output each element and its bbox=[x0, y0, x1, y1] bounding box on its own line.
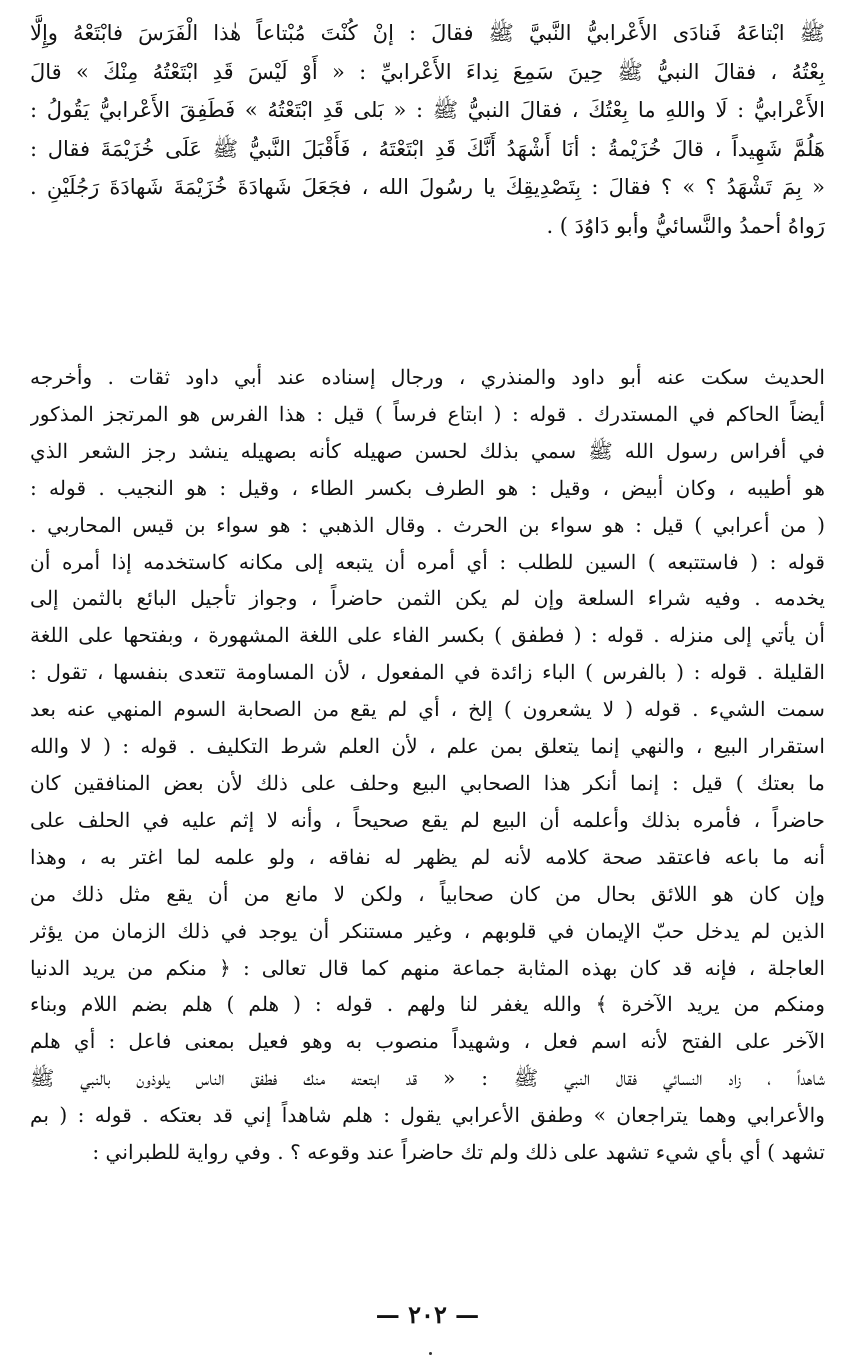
commentary-line: ( من أعرابي ) قيل : هو سواء بن الحرث . وقال الذهبي : هو سواء بن قيس المحاربي . bbox=[30, 512, 825, 537]
hadith-text bbox=[30, 14, 825, 246]
commentary-line: الذين لم يدخل حبّ الإيمان في قلوبهم ، وغير مستنكر أن يوجد في ذلك الزمان من يؤثر bbox=[30, 918, 825, 943]
commentary-line: ما بعتك ) قيل : إنما أنكر هذا الصحابي البيع وحلف على ذلك لأن بعض المنافقين كان bbox=[30, 770, 825, 795]
commentary-line: أن يأتي إلى منزله . قوله : ( فطفق ) بكسر الفاء على اللغة المشهورة ، وبفتحها على اللغة bbox=[30, 623, 825, 648]
commentary-line: شاهداً ، زاد النسائي فقال النبي ﷺ : « قد ابتعته منك فطفق الناس يلوذون بالنبي ﷺ bbox=[30, 1066, 825, 1091]
commentary-line: استقرار البيع ، والنهي إنما يتعلق بمن علم ، لأن العلم شرط التكليف . قوله : ( لا والله bbox=[30, 734, 825, 759]
commentary-line: الحديث سكت عنه أبو داود والمنذري ، ورجال إسناده عند أبي داود ثقات . وأخرجه bbox=[30, 365, 825, 389]
hadith-line: « بِمَ تَشْهَدُ ؟ » ؟ فقالَ : بِتَصْدِيقِكَ يا رسُولَ الله ، فجَعَلَ شَهادَةَ خُزَيْمَةَ شَهادَةَ رَجُلَيْنِ . bbox=[30, 175, 825, 200]
commentary-line: تشهد ) أي بأي شيء تشهد على ذلك ولم تك حاضراً عند وقوعه ؟ . وفي رواية للطبراني : bbox=[92, 1140, 825, 1165]
commentary-line: أنه ما باعه فاعتقد صحة كلامه لأنه لم يظهر له نفاقه ، ولو علمه لما اغتر به ، وهذا bbox=[30, 844, 825, 869]
commentary-line: والأعرابي وهما يتراجعان » وطفق الأعرابي يقول : هلم شاهداً إني قد بعتكه . قوله : ( بم bbox=[30, 1103, 825, 1128]
commentary-line: العاجلة ، فإنه قد كان بهذه المثابة جماعة منهم كما قال تعالى : ﴿ منكم من يريد الدنيا bbox=[30, 955, 825, 980]
page-mark-dot bbox=[429, 1352, 432, 1355]
commentary-line: الآخر على الفتح لأنه اسم فعل ، وشهيداً منصوب به وهو فعيل بمعنى فاعل : أي هلم bbox=[30, 1029, 825, 1054]
commentary-line: وإن كان هو اللائق بحال من كان صحابياً ، ولكن لا مانع من أن يقع مثل ذلك من bbox=[30, 881, 825, 906]
commentary-line: ومنكم من يريد الآخرة ﴾ والله يغفر لنا ولهم . قوله : ( هلم ) هلم بضم اللام وبناء bbox=[30, 992, 825, 1017]
commentary-line: حاضراً ، فأمره بذلك وأعلمه أن البيع لم يقع صحيحاً ، وأنه لا إثم عليه في الحلف على bbox=[30, 807, 825, 832]
hadith-line: هَلُمَّ شَهِيداً ، قالَ خُزَيْمةُ : أنَا أَشْهَدُ أَنَّكَ قَدِ ابْتَعْتَهُ ، فَأَقْبَلَ النَّبيُّ ﷺ عَلَى خُزَيْمَةَ فقال : bbox=[30, 136, 825, 161]
commentary-line: يخدمه . وفيه شراء السلعة وإن لم يكن الثمن حاضراً ، وجواز تأجيل البائع بالثمن إلى bbox=[30, 586, 825, 611]
commentary-line: أيضاً الحاكم في المستدرك . قوله : ( ابتاع فرساً ) قيل : هذا الفرس هو المرتجز المذكور bbox=[30, 401, 825, 426]
commentary-text bbox=[30, 359, 825, 1171]
commentary-line: القليلة . قوله : ( بالفرس ) الباء زائدة في المفعول ، لأن المساومة تتعدى بنفسها ، تقول : bbox=[30, 660, 825, 685]
commentary-line: قوله : ( فاستتبعه ) السين للطلب : أي أمره أن يتبعه إلى مكانه كاستخدمه إذا أمره أن bbox=[30, 549, 825, 574]
hadith-line: بِعْتُهُ ، فقالَ النبيُّ ﷺ حِينَ سَمِعَ نِداءَ الأَعْرابيِّ : « أَوْ لَيْسَ قَدِ ابْتَعْتُهُ مِنْكَ » قالَ bbox=[30, 59, 825, 84]
commentary-line: هو أطيبه ، وكان أبيض ، وقيل : هو الطرف بكسر الطاء ، وقيل : هو النجيب . قوله : bbox=[30, 475, 825, 500]
hadith-line: ﷺ ابْتاعَهُ فَنادَى الأَعْرابيُّ النَّبيَّ ﷺ فقالَ : إنْ كُنْتَ مُبْتاعاً هٰذا الْفَرَسَ فابْتَعْهُ وإِلَّا bbox=[30, 21, 825, 45]
page-number: — ٢٠٢ — bbox=[375, 1300, 480, 1329]
hadith-line: رَواهُ أحمدُ والنَّسائيُّ وأبو دَاوُدَ ) . bbox=[546, 213, 825, 238]
commentary-line: سمت الشيء . قوله ( لا يشعرون ) إلخ ، أي لم يقع من الصحابة السوم المنهي عنه بعد bbox=[30, 697, 825, 722]
hadith-line: الأَعْرابيُّ : لَا واللهِ ما بِعْتُكَ ، فقالَ النبيُّ ﷺ : « بَلى قَدِ ابْتَعْتُهُ » فَطَفِقَ الأَعْرابيُّ يَقُولُ : bbox=[30, 98, 825, 123]
commentary-line: في أفراس رسول الله ﷺ سمي بذلك لحسن صهيله كأنه بصهيله ينشد رجز الشعر الذي bbox=[30, 438, 825, 463]
